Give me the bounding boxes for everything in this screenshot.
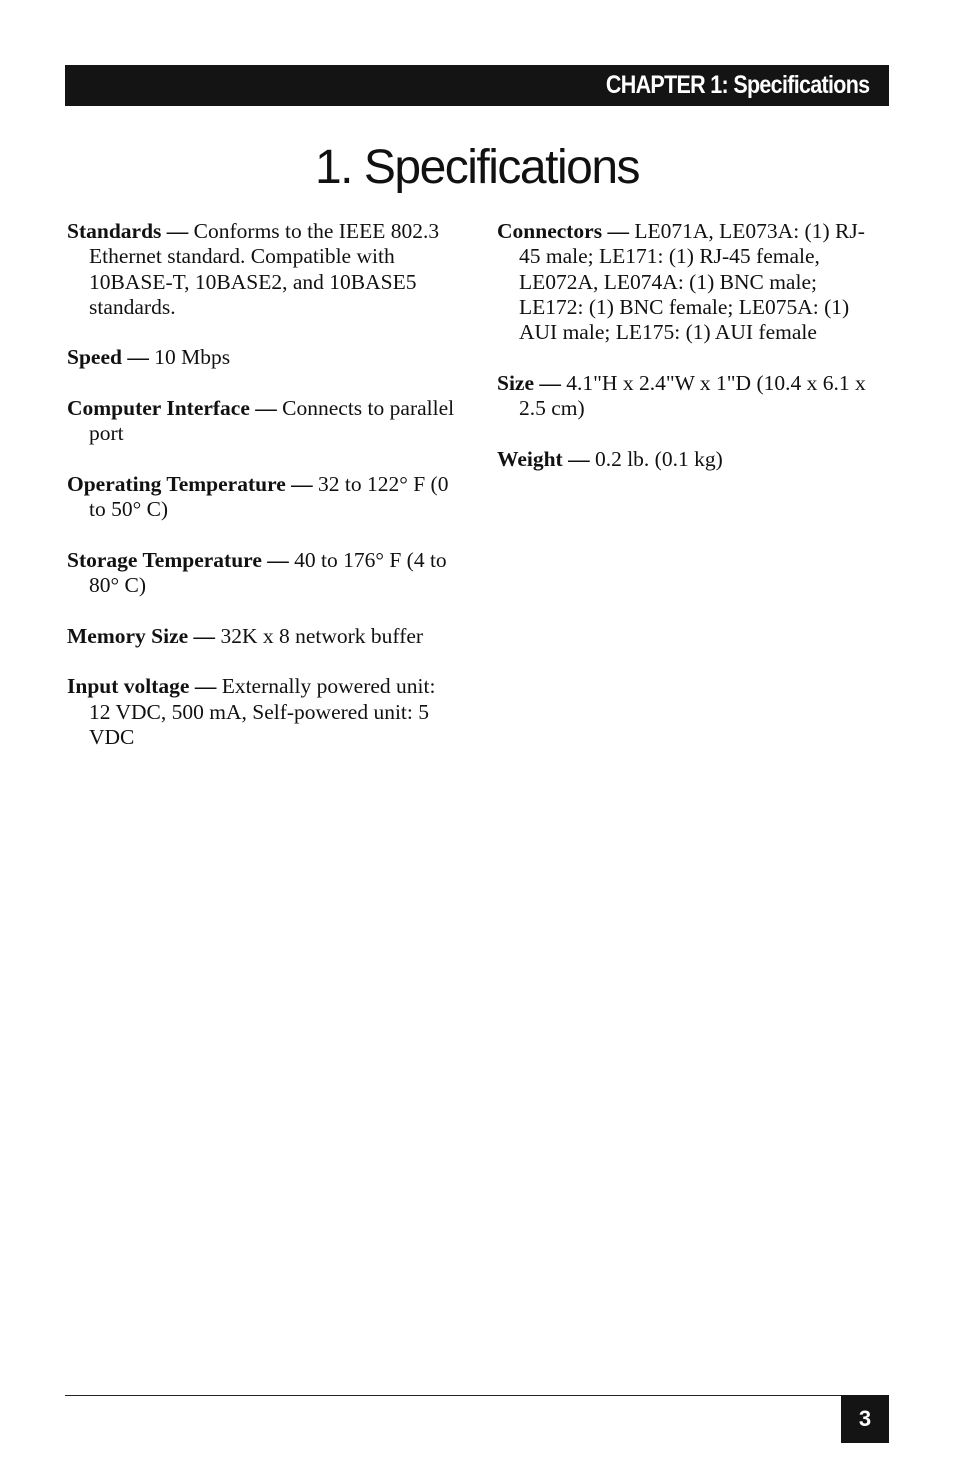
chapter-header-bar: [65, 65, 889, 106]
spec-value: Externally powered unit: 12 VDC, 500 mA, Self-powered unit: 5 VDC: [89, 674, 436, 749]
specs-left-column: [67, 219, 457, 776]
specs-right-column: [497, 219, 877, 497]
chapter-header-label: CHAPTER 1: Specifications: [605, 71, 869, 99]
spec-input-voltage: [67, 674, 457, 750]
spec-storage-temperature: [67, 548, 457, 599]
spec-value: Conforms to the IEEE 802.3 Ethernet standard. Compatible with 10BASE-T, 10BASE2, and 10BASE5 standards.: [89, 219, 440, 319]
spec-size: [497, 371, 877, 422]
spec-connectors: [497, 219, 877, 345]
spec-label: Standards —: [67, 219, 189, 243]
page-title: 1. Specifications: [314, 141, 640, 194]
footer-rule: [65, 1395, 841, 1396]
spec-standards: [67, 219, 457, 320]
spec-value: 40 to 176° F (4 to 80° C): [89, 547, 447, 598]
spec-label: Input voltage —: [67, 674, 217, 699]
spec-label: Storage Temperature —: [67, 547, 289, 572]
spec-value: 0.2 lb. (0.1 kg): [589, 446, 723, 471]
spec-speed: [67, 345, 457, 370]
spec-operating-temperature: [67, 472, 457, 523]
spec-label: Size —: [497, 370, 561, 395]
spec-label: Weight —: [497, 446, 590, 471]
spec-value: Connects to parallel port: [89, 396, 455, 446]
spec-label: Operating Temperature —: [67, 471, 313, 496]
spec-value: 10 Mbps: [148, 345, 231, 370]
spec-value: 32 to 122° F (0 to 50° C): [89, 471, 449, 522]
spec-label: Speed —: [67, 345, 149, 370]
spec-label: Connectors —: [497, 219, 629, 243]
spec-memory-size: [67, 624, 457, 649]
spec-label: Memory Size —: [67, 623, 216, 648]
spec-weight: [497, 447, 877, 472]
spec-computer-interface: [67, 396, 457, 447]
spec-label: Computer Interface —: [67, 396, 277, 421]
spec-value: 32K x 8 network buffer: [215, 623, 424, 648]
page-number: 3: [841, 1395, 889, 1443]
spec-value: 4.1"H x 2.4"W x 1"D (10.4 x 6.1 x 2.5 cm): [519, 370, 866, 421]
spec-value: LE071A, LE073A: (1) RJ-45 male; LE171: (1) RJ-45 female, LE072A, LE074A: (1) BNC male; LE172: (1) BNC female; LE075A: (1) AUI male; LE175: (1) AUI female: [519, 219, 865, 345]
